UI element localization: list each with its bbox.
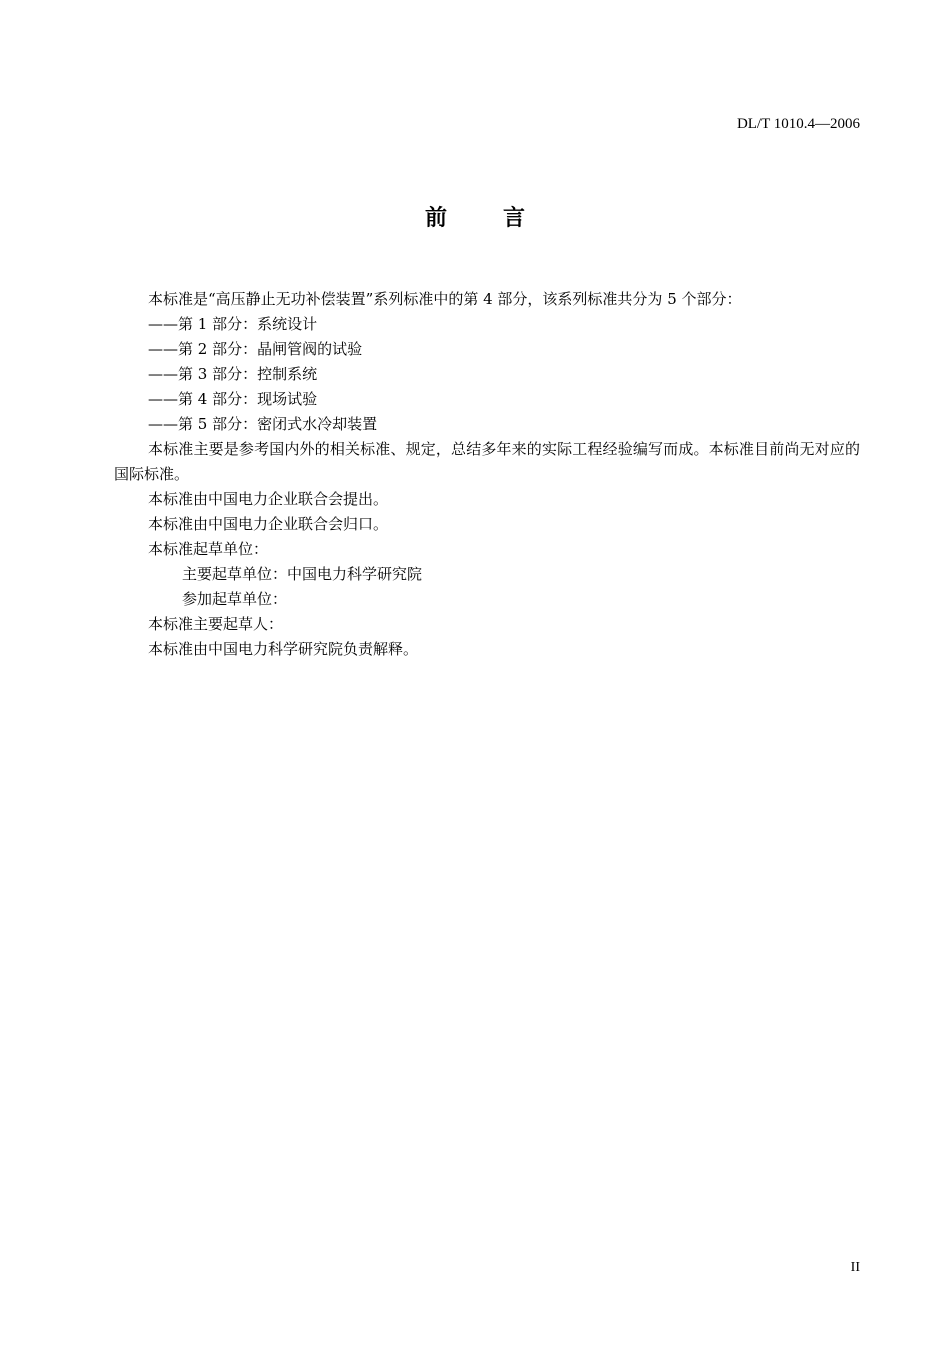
paragraph-interpretation: 本标准由中国电力科学研究院负责解释。 <box>148 640 419 658</box>
paragraph-series-intro: 本标准是“高压静止无功补偿装置”系列标准中的第 4 部分，该系列标准共分为 5 个部分： <box>148 290 742 308</box>
list-item-part-1: ——第 1 部分：系统设计 <box>148 315 318 333</box>
paragraph-proposer: 本标准由中国电力企业联合会提出。 <box>148 490 389 508</box>
paragraph-administrator: 本标准由中国电力企业联合会归口。 <box>148 515 389 533</box>
list-item-part-4: ——第 4 部分：现场试验 <box>148 390 318 408</box>
foreword-body <box>114 287 860 662</box>
standard-number: DL/T 1010.4—2006 <box>736 116 860 132</box>
paragraph-participating-units: 参加起草单位： <box>182 590 288 608</box>
list-item-part-5: ——第 5 部分：密闭式水冷却装置 <box>148 415 378 433</box>
paragraph-basis: 本标准主要是参考国内外的相关标准、规定，总结多年来的实际工程经验编写而成。本标准目前尚无对应的国际标准。 <box>114 440 860 483</box>
paragraph-main-drafting-unit: 主要起草单位：中国电力科学研究院 <box>182 565 423 583</box>
paragraph-drafting-units: 本标准起草单位： <box>148 540 269 558</box>
paragraph-main-drafters: 本标准主要起草人： <box>148 615 284 633</box>
page-number: II <box>850 1260 860 1275</box>
list-item-part-3: ——第 3 部分：控制系统 <box>148 365 318 383</box>
page-title: 前言 <box>424 206 581 231</box>
list-item-part-2: ——第 2 部分：晶闸管阀的试验 <box>148 340 363 358</box>
